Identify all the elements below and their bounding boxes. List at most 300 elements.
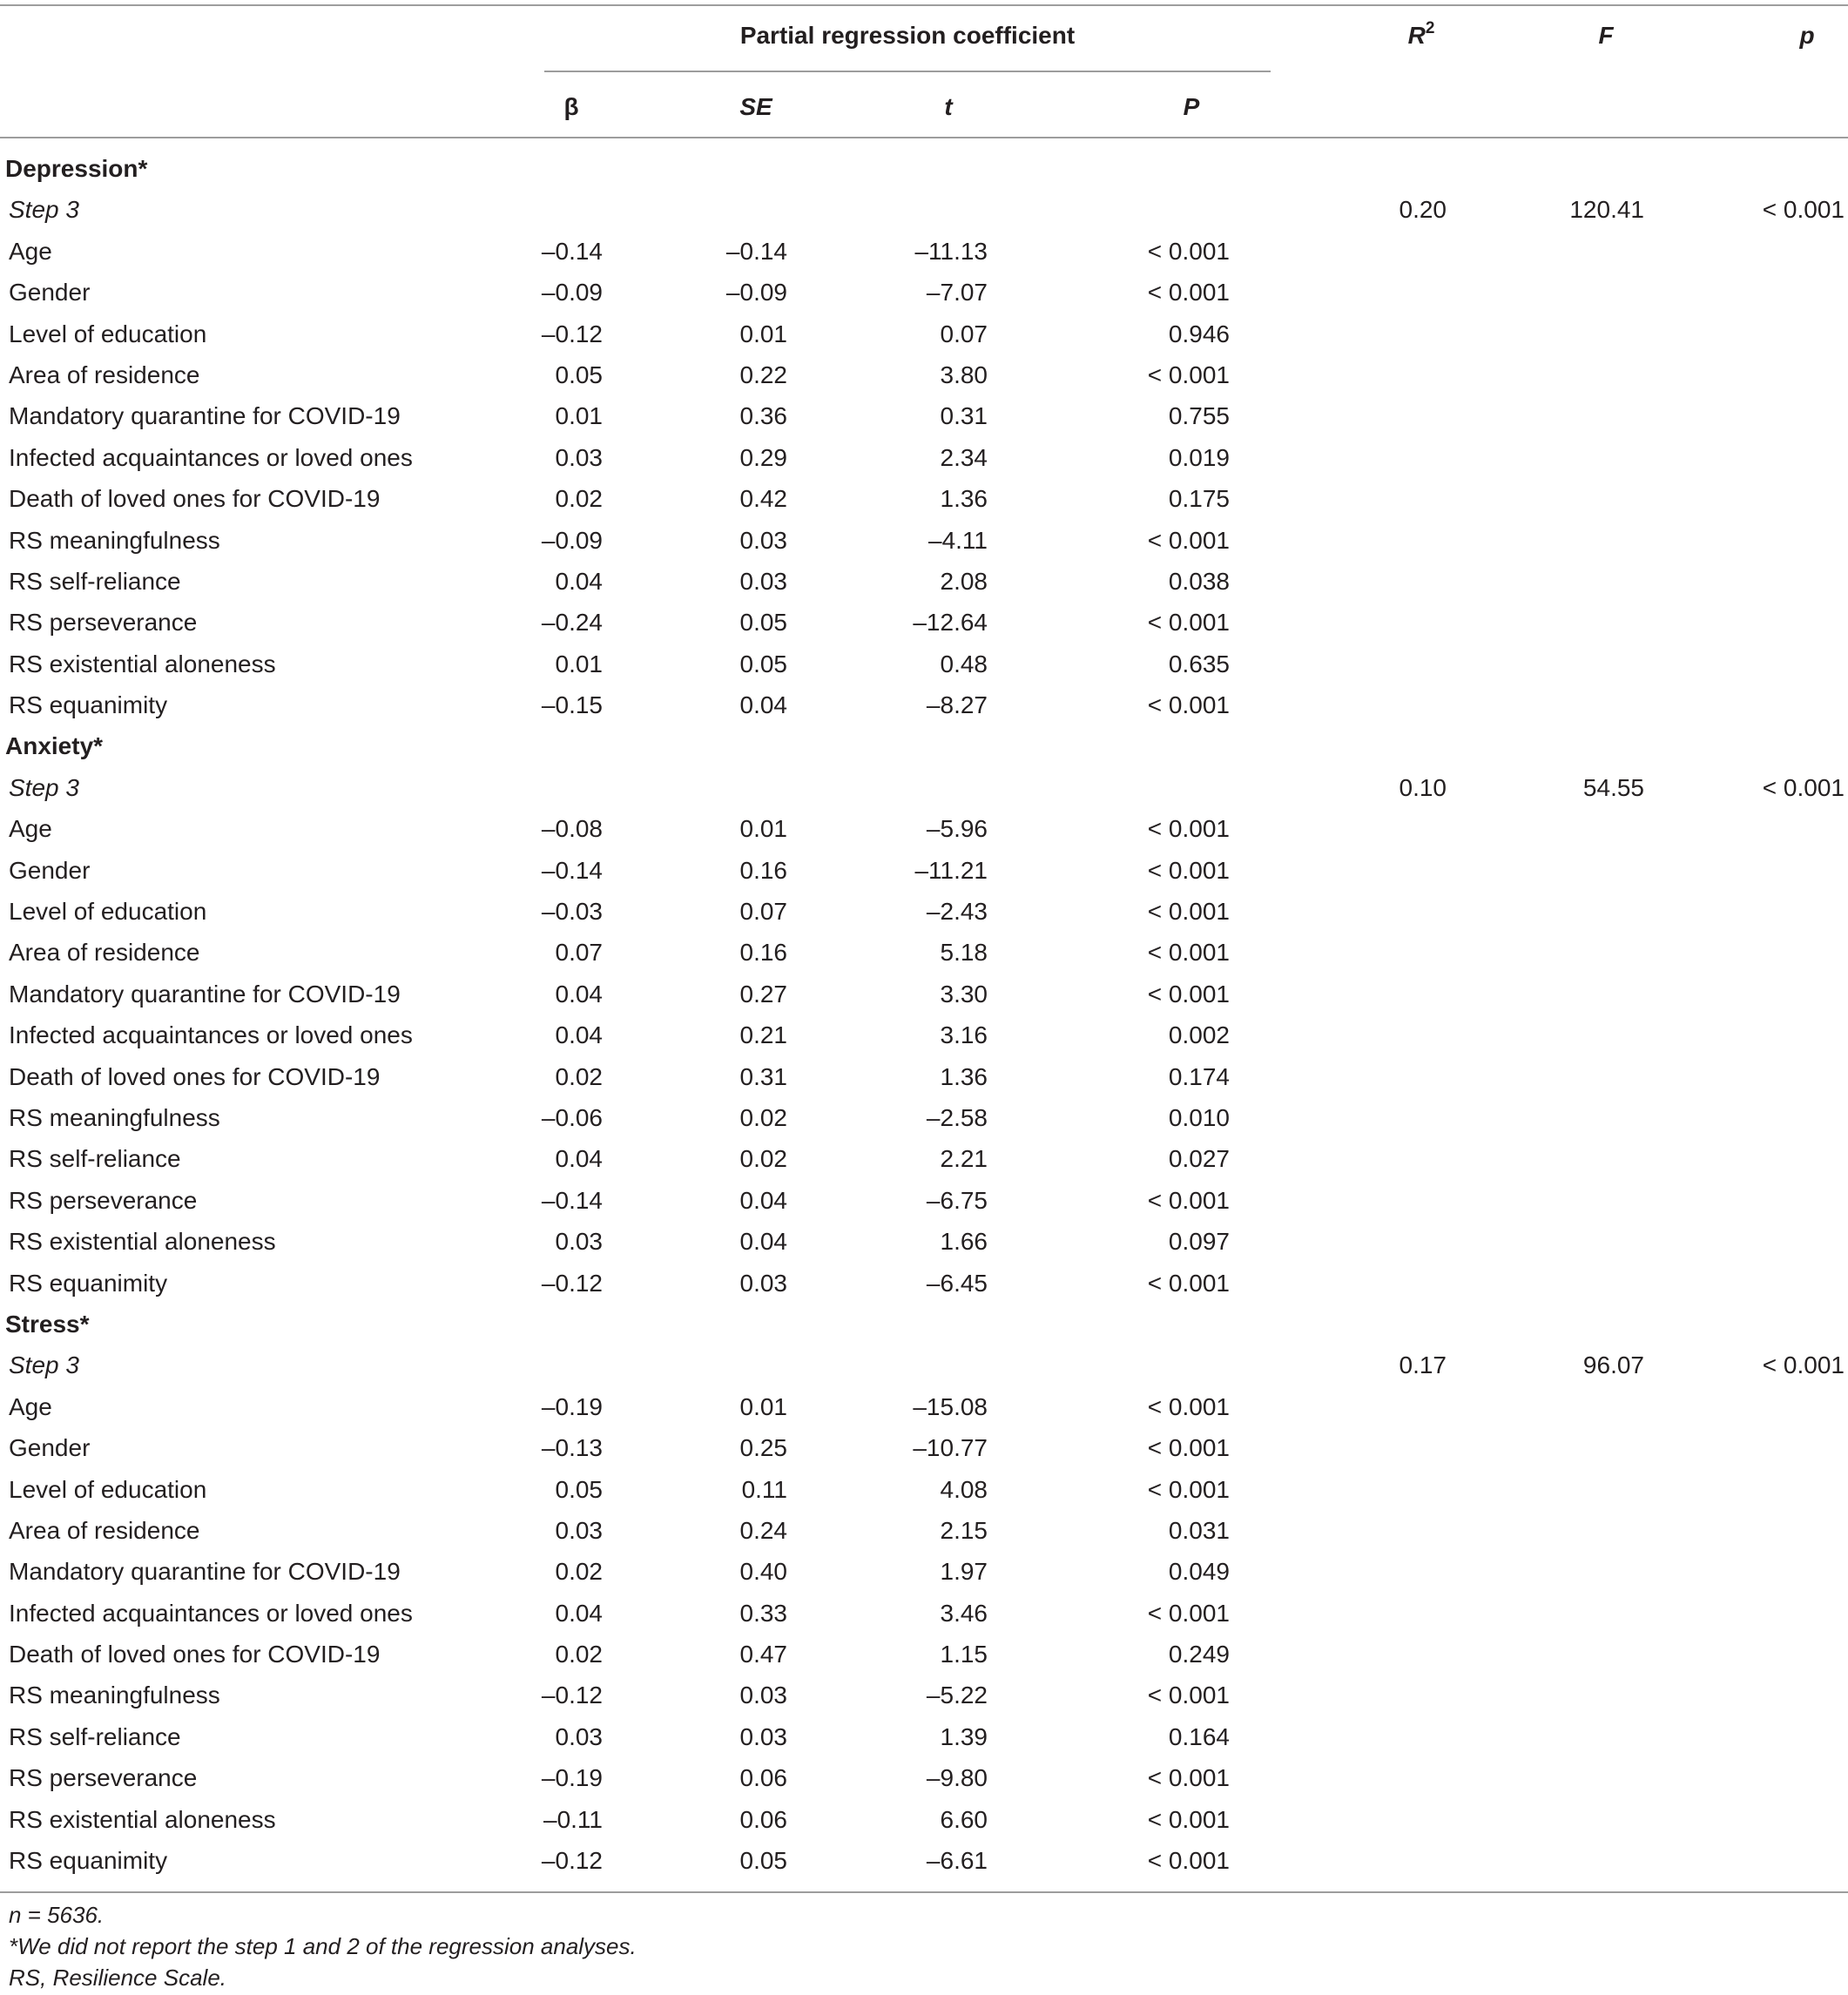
empty-cell [1378,1221,1465,1262]
r2-value: 0.20 [1399,196,1447,224]
empty-cell [1465,354,1747,395]
t-value: –8.27 [926,691,988,719]
row-label: RS self-reliance [9,567,181,595]
empty-cell [1465,520,1747,561]
beta-value: 0.04 [555,1145,603,1173]
coefficient-p-header: P [1183,93,1200,120]
empty-cell [1747,231,1848,272]
beta-value: –0.19 [541,1392,603,1420]
header-blank-cell [1465,71,1747,138]
row-label: Mandatory quarantine for COVID-19 [9,980,401,1008]
section-title: Depression* [5,155,148,182]
se-value: 0.02 [739,1145,787,1173]
model-p-value: < 0.001 [1762,773,1845,801]
empty-cell [1465,1263,1747,1304]
empty-cell [1465,1386,1747,1427]
beta-value: 0.01 [555,650,603,677]
table-row [0,1180,1848,1221]
table-row [0,1799,1848,1840]
table-row [0,644,1848,684]
coefficient-p-value: < 0.001 [1147,1682,1230,1709]
table-row [0,1675,1848,1715]
step-row [0,767,1848,808]
se-value: 0.03 [739,526,787,554]
table-row [0,231,1848,272]
r2-value: 0.17 [1399,1351,1447,1379]
empty-cell [1747,1716,1848,1757]
row-label: Area of residence [9,939,200,967]
empty-cell [1378,272,1465,313]
step-row [0,189,1848,230]
row-label: Level of education [9,898,207,926]
se-value: 0.03 [739,567,787,595]
row-label: RS meaningfulness [9,1103,220,1131]
beta-value: –0.14 [541,237,603,265]
table-row [0,1716,1848,1757]
t-value: 0.31 [940,402,988,430]
empty-cell [1378,395,1465,436]
empty-cell [1378,231,1465,272]
table-row [0,1221,1848,1262]
t-value: –5.22 [926,1682,988,1709]
empty-cell [1378,1510,1465,1551]
r2-header-superscript: 2 [1425,19,1435,37]
se-value: 0.11 [741,1475,787,1503]
coefficient-group-label: Partial regression coefficient [739,22,1076,49]
row-label: Level of education [9,320,207,347]
se-value: 0.42 [739,485,787,513]
coefficient-p-value: 0.010 [1168,1103,1230,1131]
beta-value: –0.11 [543,1805,603,1833]
t-value: 0.07 [940,320,988,347]
empty-cell [1465,1097,1747,1138]
coefficient-p-value: < 0.001 [1147,898,1230,926]
empty-cell [1747,602,1848,643]
section-title-row [0,1304,1848,1345]
coefficient-p-value: < 0.001 [1147,237,1230,265]
beta-value: –0.12 [541,320,603,347]
step-label: Step 3 [9,1351,79,1379]
table-row [0,1593,1848,1634]
empty-cell [1747,395,1848,436]
empty-cell [1465,974,1747,1014]
coefficient-p-value: < 0.001 [1147,609,1230,637]
row-label: Infected acquaintances or loved ones [9,1021,413,1049]
t-value: 1.97 [940,1558,988,1586]
t-value: –2.43 [926,898,988,926]
table-row [0,1757,1848,1798]
empty-cell [1465,1840,1747,1881]
empty-cell [1378,1180,1465,1221]
beta-value: 0.04 [555,980,603,1008]
table-row [0,478,1848,519]
beta-value: 0.03 [555,1516,603,1544]
beta-value: –0.24 [541,609,603,637]
row-label: Mandatory quarantine for COVID-19 [9,402,401,430]
empty-cell [1378,684,1465,725]
empty-cell [1747,313,1848,354]
empty-cell [1465,1138,1747,1179]
row-label: RS self-reliance [9,1145,181,1173]
empty-cell [1465,1180,1747,1221]
beta-value: 0.04 [555,1599,603,1627]
beta-value: 0.01 [555,402,603,430]
empty-cell [1465,313,1747,354]
table-row [0,354,1848,395]
se-header: SE [739,93,772,120]
beta-value: 0.04 [555,1021,603,1049]
empty-cell [1465,891,1747,932]
header-blank-cell [1378,71,1465,138]
beta-value: 0.02 [555,1062,603,1090]
table-row [0,1469,1848,1510]
row-label: RS self-reliance [9,1722,181,1750]
row-label: Gender [9,1434,91,1462]
coefficient-p-value: < 0.001 [1147,815,1230,843]
coefficient-p-value: < 0.001 [1147,1475,1230,1503]
se-value: 0.16 [739,939,787,967]
empty-cell [1378,1634,1465,1675]
se-value: 0.33 [739,1599,787,1627]
empty-cell [1465,1427,1747,1468]
coefficient-p-value: < 0.001 [1147,939,1230,967]
coefficient-p-value: 0.249 [1168,1641,1230,1668]
empty-cell [1378,1675,1465,1715]
se-value: 0.47 [739,1641,787,1668]
r2-value: 0.10 [1399,773,1447,801]
empty-cell [1747,684,1848,725]
empty-cell [1465,478,1747,519]
table-row [0,395,1848,436]
beta-value: 0.04 [555,567,603,595]
table-row [0,1510,1848,1551]
t-value: –10.77 [913,1434,988,1462]
empty-cell [1378,1263,1465,1304]
empty-cell [1747,850,1848,891]
empty-cell [1378,850,1465,891]
se-value: 0.04 [739,1228,787,1256]
beta-value: –0.09 [541,526,603,554]
empty-cell [1747,1097,1848,1138]
empty-cell [1747,1799,1848,1840]
empty-cell [1465,1757,1747,1798]
empty-cell [1747,272,1848,313]
coefficient-p-value: < 0.001 [1147,1269,1230,1297]
se-value: 0.06 [739,1764,787,1792]
beta-value: 0.05 [555,1475,603,1503]
table-row [0,1014,1848,1055]
empty-cell [1465,1675,1747,1715]
beta-value: 0.07 [555,939,603,967]
t-value: 2.34 [940,443,988,471]
table-row [0,1138,1848,1179]
empty-cell [1747,891,1848,932]
row-label: Death of loved ones for COVID-19 [9,1062,381,1090]
step-label: Step 3 [9,196,79,224]
coefficient-p-value: 0.097 [1168,1228,1230,1256]
empty-cell [1378,313,1465,354]
beta-header: β [563,93,579,120]
header-blank-cell [1747,71,1848,138]
row-label: RS perseverance [9,1764,198,1792]
empty-cell [1378,1056,1465,1097]
row-label: Level of education [9,1475,207,1503]
r2-header [1378,7,1465,71]
empty-cell [1378,1757,1465,1798]
coefficient-p-value: 0.027 [1168,1145,1230,1173]
table-row [0,313,1848,354]
empty-cell [1465,1014,1747,1055]
header-row-group [0,7,1848,71]
se-value: 0.05 [739,609,787,637]
t-value: –12.64 [913,609,988,637]
table-footnotes [9,1899,637,1993]
row-label: Area of residence [9,1516,200,1544]
t-value: 1.39 [940,1722,988,1750]
empty-cell [1747,1840,1848,1881]
t-value: –4.11 [928,526,988,554]
se-value: 0.05 [739,650,787,677]
table-row [0,1840,1848,1881]
beta-value: –0.08 [541,815,603,843]
empty-cell [1378,354,1465,395]
t-value: –7.07 [926,279,988,307]
t-value: 4.08 [940,1475,988,1503]
empty-cell [892,767,1005,808]
empty-cell [1378,1840,1465,1881]
empty-cell [1378,1427,1465,1468]
t-value: 5.18 [940,939,988,967]
se-value: 0.01 [739,815,787,843]
table-top-rule [0,4,1848,6]
beta-value: –0.12 [541,1682,603,1709]
empty-cell [1747,1138,1848,1179]
empty-cell [1465,808,1747,849]
empty-cell [1005,189,1378,230]
empty-cell [1378,1551,1465,1592]
empty-cell [1378,1799,1465,1840]
row-label: RS existential aloneness [9,1805,276,1833]
se-value: 0.27 [739,980,787,1008]
row-label: Age [9,1392,52,1420]
se-value: 0.01 [739,320,787,347]
se-value: 0.22 [739,361,787,388]
se-value: 0.29 [739,443,787,471]
coefficient-p-value: < 0.001 [1147,1392,1230,1420]
empty-cell [1747,1427,1848,1468]
coefficient-p-value: < 0.001 [1147,1805,1230,1833]
t-value: 3.80 [940,361,988,388]
empty-cell [1465,1634,1747,1675]
empty-cell [620,767,892,808]
empty-cell [1378,932,1465,973]
t-value: 3.46 [940,1599,988,1627]
se-value: 0.05 [739,1847,787,1875]
beta-value: –0.06 [541,1103,603,1131]
se-value: 0.36 [739,402,787,430]
beta-value: 0.03 [555,1228,603,1256]
footnote-sample-size: n = 5636. [9,1902,105,1928]
empty-cell [1465,850,1747,891]
table-row [0,520,1848,561]
row-label: RS perseverance [9,609,198,637]
empty-cell [1465,1056,1747,1097]
table-row [0,974,1848,1014]
empty-cell [1747,1510,1848,1551]
t-value: 2.08 [940,567,988,595]
row-label: Mandatory quarantine for COVID-19 [9,1558,401,1586]
empty-cell [892,189,1005,230]
empty-cell [1465,602,1747,643]
se-value: 0.01 [739,1392,787,1420]
row-label: RS existential aloneness [9,1228,276,1256]
step-label: Step 3 [9,773,79,801]
beta-value: –0.12 [541,1269,603,1297]
se-value: 0.02 [739,1103,787,1131]
coefficient-p-value: 0.946 [1168,320,1230,347]
se-value: 0.03 [739,1269,787,1297]
t-value: –9.80 [926,1764,988,1792]
empty-cell [1747,354,1848,395]
empty-cell [1378,891,1465,932]
beta-value: –0.09 [541,279,603,307]
row-label: RS meaningfulness [9,526,220,554]
coefficient-p-value: 0.164 [1168,1722,1230,1750]
beta-value: 0.02 [555,1558,603,1586]
coefficient-p-value: < 0.001 [1147,1599,1230,1627]
header-blank-cell [0,7,523,71]
coefficient-p-value: 0.755 [1168,402,1230,430]
empty-cell [1465,1221,1747,1262]
coefficient-group-header [523,7,1378,71]
beta-value: 0.02 [555,485,603,513]
empty-cell [1747,1056,1848,1097]
t-value: –6.75 [926,1186,988,1214]
beta-value: –0.12 [541,1847,603,1875]
empty-cell [1465,1716,1747,1757]
empty-cell [1747,520,1848,561]
section-title-row [0,148,1848,189]
empty-cell [1465,684,1747,725]
se-value: 0.24 [739,1516,787,1544]
table-row [0,437,1848,478]
empty-cell [1378,1097,1465,1138]
empty-cell [1378,478,1465,519]
coefficient-p-value: < 0.001 [1147,1764,1230,1792]
beta-value: –0.13 [541,1434,603,1462]
t-value: 3.30 [940,980,988,1008]
coefficient-p-value: 0.174 [1168,1062,1230,1090]
beta-value: 0.03 [555,1722,603,1750]
row-label: RS existential aloneness [9,650,276,677]
empty-cell [1747,1551,1848,1592]
t-value: –15.08 [913,1392,988,1420]
empty-cell [1747,478,1848,519]
empty-cell [523,1345,620,1385]
empty-cell [1378,561,1465,602]
empty-cell [1747,808,1848,849]
empty-cell [1378,1138,1465,1179]
coefficient-p-value: 0.002 [1168,1021,1230,1049]
se-value: 0.31 [739,1062,787,1090]
empty-cell [1378,1593,1465,1634]
se-value: 0.21 [739,1021,787,1049]
t-value: 6.60 [940,1805,988,1833]
table-row [0,684,1848,725]
empty-cell [1465,231,1747,272]
row-label: Infected acquaintances or loved ones [9,443,413,471]
empty-cell [1465,1469,1747,1510]
se-value: –0.14 [725,237,787,265]
coefficient-p-value: < 0.001 [1147,856,1230,884]
footnote-steps: *We did not report the step 1 and 2 of the regression analyses. [9,1933,637,1959]
empty-cell [1465,932,1747,973]
row-label: RS meaningfulness [9,1682,220,1709]
beta-value: –0.03 [541,898,603,926]
t-value: 1.36 [940,1062,988,1090]
coefficient-p-value: < 0.001 [1147,691,1230,719]
t-value: 1.66 [940,1228,988,1256]
table-row [0,850,1848,891]
se-value: 0.03 [739,1682,787,1709]
empty-cell [523,767,620,808]
se-value: 0.04 [739,691,787,719]
t-value: 2.21 [940,1145,988,1173]
coefficient-p-value: < 0.001 [1147,1434,1230,1462]
beta-value: 0.03 [555,443,603,471]
coefficient-p-value: 0.038 [1168,567,1230,595]
empty-cell [1378,644,1465,684]
empty-cell [1005,767,1378,808]
se-value: 0.07 [739,898,787,926]
table-row [0,1551,1848,1592]
table-bottom-rule [0,1891,1848,1893]
se-value: 0.16 [739,856,787,884]
empty-cell [1747,1180,1848,1221]
empty-cell [1378,520,1465,561]
section-title-row [0,725,1848,766]
t-header: t [944,93,953,120]
beta-value: 0.05 [555,361,603,388]
t-value: –11.21 [914,856,988,884]
beta-value: –0.19 [541,1764,603,1792]
row-label: RS perseverance [9,1186,198,1214]
row-label: Age [9,815,52,843]
header-blank-cell [0,71,523,138]
step-row [0,1345,1848,1385]
coefficient-p-value: 0.175 [1168,485,1230,513]
table-row [0,891,1848,932]
coefficient-p-value: < 0.001 [1147,1847,1230,1875]
empty-cell [1378,974,1465,1014]
se-value: 0.03 [739,1722,787,1750]
se-value: 0.06 [739,1805,787,1833]
row-label: Infected acquaintances or loved ones [9,1599,413,1627]
table-row [0,1056,1848,1097]
empty-cell [1005,1345,1378,1385]
table-row [0,602,1848,643]
empty-cell [1378,437,1465,478]
t-value: –2.58 [926,1103,988,1131]
footnote-abbreviation: RS, Resilience Scale. [9,1965,226,1991]
empty-cell [1465,437,1747,478]
t-value: 1.15 [940,1641,988,1668]
row-label: Age [9,237,52,265]
coefficient-p-value: 0.019 [1168,443,1230,471]
r2-header-label: R [1407,22,1426,49]
empty-cell [1747,974,1848,1014]
beta-value: –0.14 [541,1186,603,1214]
